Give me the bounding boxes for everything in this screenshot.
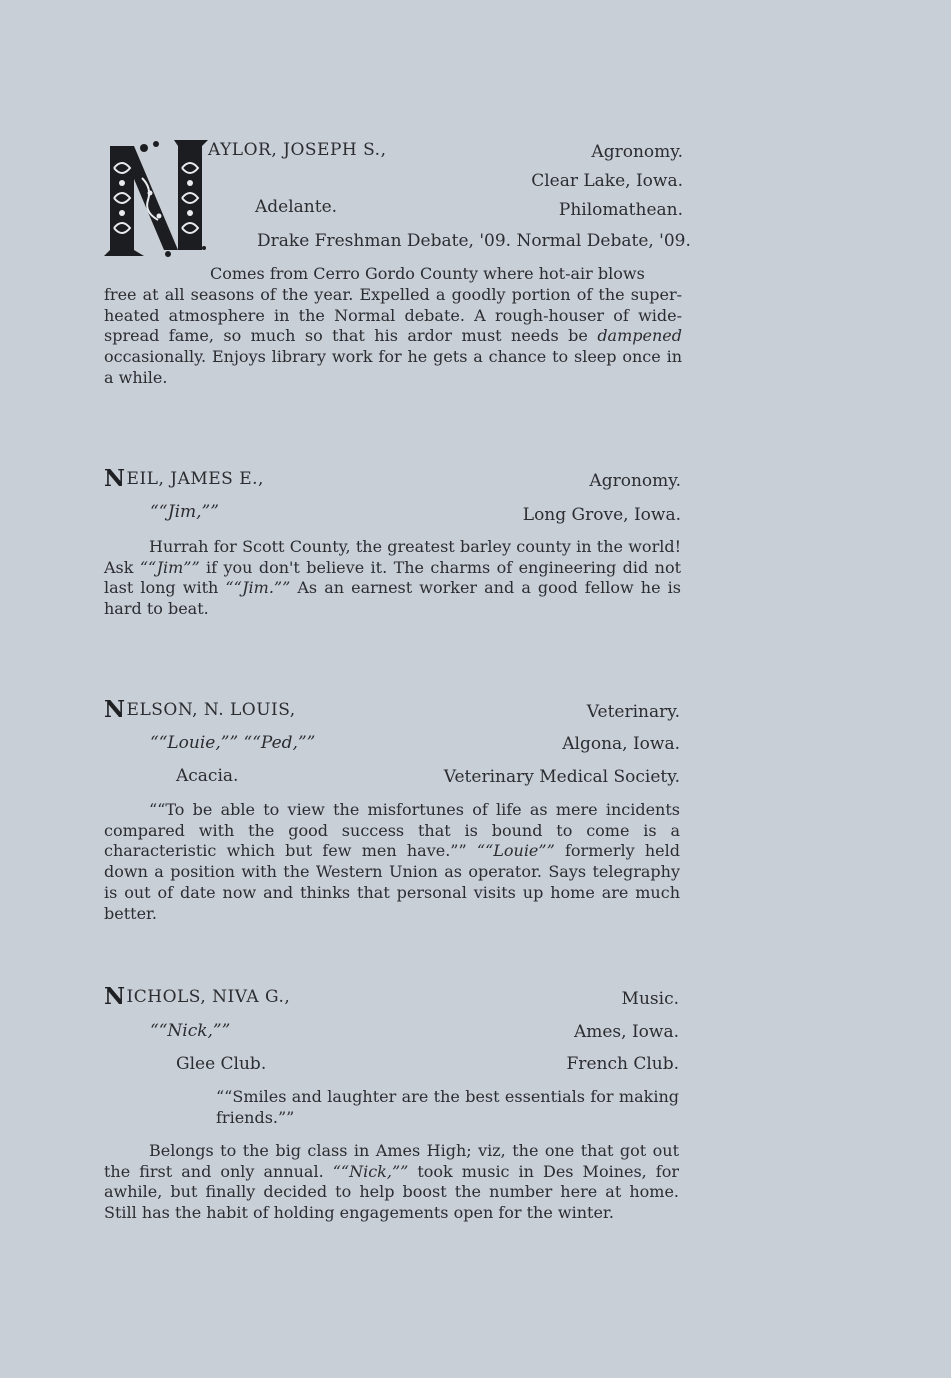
decorative-initial-n — [104, 138, 208, 260]
entry-hometown: Clear Lake, Iowa. — [531, 171, 683, 191]
entry-bio: Hurrah for Scott County, the greatest barley county in the world! Ask ““Jim”” if you don't believe it. The charms of engineering did not last long with ““Jim.”” As an earnest worker and a good fellow he is hard to beat. — [104, 537, 682, 619]
entry-hometown: Long Grove, Iowa. — [522, 505, 681, 525]
entry-department: Veterinary. — [586, 702, 680, 722]
entry-quote: ““Smiles and laughter are the best essentials for making friends.”” — [216, 1087, 679, 1127]
entry-hometown: Ames, Iowa. — [573, 1022, 679, 1042]
entry-department: Agronomy. — [591, 142, 683, 162]
entry-literary-society: Philomathean. — [558, 200, 683, 220]
entry-bio: ““To be able to view the misfortunes of life as mere incidents compared with the good success that is bound to come is a characteristic which but few men have.”” ““Louie”” formerly held down a position with the Western Union as operator. Says telegraphy is out of date now and thinks that personal visits up home are much better. — [104, 800, 680, 923]
entry-club: Glee Club. — [176, 1054, 267, 1074]
entry-name: NICHOLS, NIVA G., — [104, 983, 291, 1010]
entry-name: AYLOR, JOSEPH S., — [208, 140, 387, 160]
entry-nickname: ““Nick,”” — [150, 1021, 231, 1041]
entry-bio: free at all seasons of the year. Expelled a goodly portion of the super-heated atmosphere in the Normal debate. A rough-houser of wide-spread fame, so much so that his ardor must needs be dampened occasionally. Enjoys library work for he gets a chance to sleep once in a while. — [104, 285, 682, 387]
entry-society: Acacia. — [176, 766, 239, 786]
entry-name: NELSON, N. LOUIS, — [104, 696, 296, 723]
entry-club-secondary: French Club. — [566, 1054, 679, 1074]
entry-honors: Drake Freshman Debate, '09. Normal Debate, '09. — [257, 231, 691, 251]
entry-hometown: Algona, Iowa. — [562, 734, 680, 754]
entry-nickname: ““Louie,”” ““Ped,”” — [150, 733, 316, 753]
entry-name: NEIL, JAMES E., — [104, 465, 264, 492]
entry-bio-intro: Comes from Cerro Gordo County where hot-air blows — [210, 264, 645, 283]
entry-bio: Belongs to the big class in Ames High; viz, the one that got out the first and only annual. ““Nick,”” took music in Des Moines, for awhile, but finally decided to help boost the number here at home. Still has the habit of holding engagements open for the winter. — [104, 1141, 679, 1223]
entry-nickname: ““Jim,”” — [150, 502, 219, 522]
entry-department: Music. — [621, 989, 679, 1009]
entry-society: Adelante. — [255, 197, 338, 217]
entry-department: Agronomy. — [589, 471, 681, 491]
entry-club: Veterinary Medical Society. — [443, 767, 680, 787]
